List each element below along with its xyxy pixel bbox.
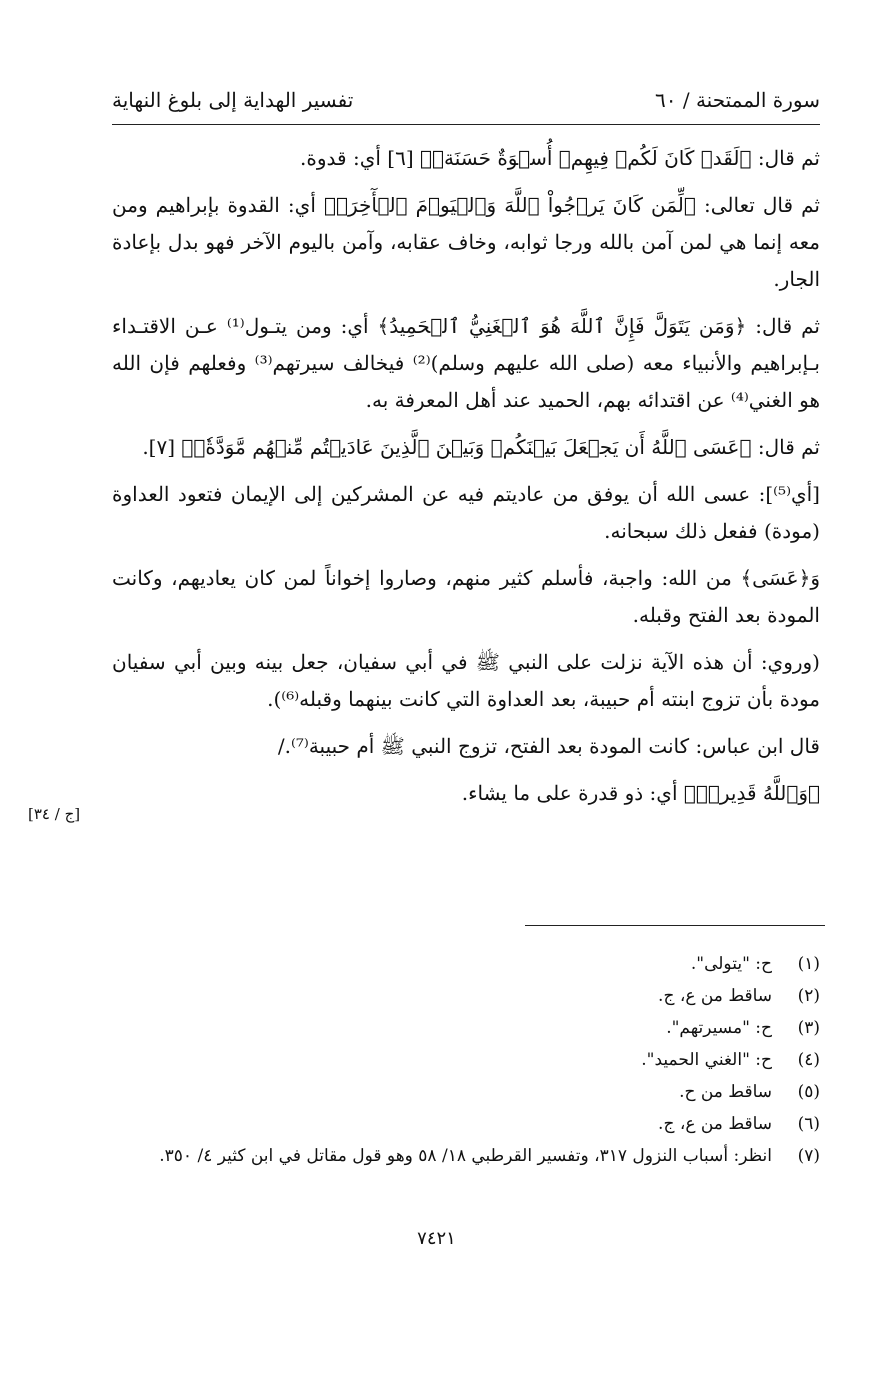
paragraph: وَ﴿عَسَى﴾ من الله: واجبة، فأسلم كثير منهم، وصاروا إخواناً لمن كان يعاديهم، وكانت المودة بعد الفتح وقبله.: [112, 566, 820, 627]
paragraph: ثم قال: ﴿عَسَى ٱللَّهُ أَن يَجۡعَلَ بَيۡنَكُمۡ وَبَيۡنَ ٱلَّذِينَ عَادَيۡتُم مِّنۡهُم مَّوَدَّةٗۚ﴾ [٧].: [142, 435, 820, 459]
running-header: [112, 88, 820, 112]
quran-quote: ﴿وَٱللَّهُ قَدِيرٞۚ﴾: [683, 781, 820, 805]
surah-label: سورة الممتحنة / ٦٠: [655, 88, 820, 112]
paragraph: (وروي: أن هذه الآية نزلت على النبي ﷺ في أبي سفيان، جعل بينه وبين أبي سفيان مودة بأن تزوج ابنته أم حبيبة، بعد العداوة التي كانت بينهما وقبله⁽⁶⁾).: [112, 650, 820, 711]
footnote: (١) ح: "يتولى".: [690, 954, 820, 974]
footnote: (٧) انظر: أسباب النزول ٣١٧، وتفسير القرطبي ١٨/ ٥٨ وهو قول مقاتل في ابن كثير ٤/ ٣٥٠.: [159, 1146, 820, 1166]
footnotes: [112, 948, 820, 1172]
footnote: (٣) ح: "مسيرتهم".: [666, 1018, 820, 1038]
quran-quote: ﴿لَقَدۡ كَانَ لَكُمۡ فِيهِمۡ أُسۡوَةٌ حَسَنَةٞ﴾: [420, 146, 752, 170]
paragraph: [أي⁽⁵⁾]: عسى الله أن يوفق من عاديتم فيه عن المشركين إلى الإيمان فتعود العداوة (مودة) ففعل ذلك سبحانه.: [112, 482, 820, 543]
paragraph: ثم قال: ﴿وَمَن يَتَوَلَّ فَإِنَّ ٱللَّهَ هُوَ ٱلۡغَنِيُّ ٱلۡحَمِيدُ﴾ أي: ومن يتـول⁽¹⁾ عـن الاقتـداء بـإبراهيم والأنبياء معه (صلى الله عليهم وسلم)⁽²⁾ فيخالف سيرتهم⁽³⁾ وفعلهم فإن الله هو الغني⁽⁴⁾ عن اقتدائه بهم، الحميد عند أهل المعرفة به.: [112, 314, 821, 412]
footnote: (٤) ح: "الغني الحميد".: [641, 1050, 820, 1070]
footnote: (٢) ساقط من ع، ج.: [658, 986, 820, 1006]
paragraph: ثم قال تعالى: ﴿لِّمَن كَانَ يَرۡجُواْ ٱللَّهَ وَٱلۡيَوۡمَ ٱلۡأٓخِرَۚ﴾ أي: القدوة بإبراهيم ومن معه إنما هي لمن آمن بالله ورجا ثوابه، وخاف عقابه، وآمن باليوم الآخر فهو بدل بإعادة الجار.: [112, 193, 820, 291]
quran-quote: ﴿عَسَى﴾: [740, 566, 811, 590]
book-title: تفسير الهداية إلى بلوغ النهاية: [112, 88, 354, 112]
footnote: (٦) ساقط من ع، ج.: [658, 1114, 820, 1134]
paragraph: ﴿وَٱللَّهُ قَدِيرٞۚ﴾ أي: ذو قدرة على ما يشاء.: [461, 781, 820, 805]
quran-quote: ﴿لِّمَن كَانَ يَرۡجُواْ ٱللَّهَ وَٱلۡيَوۡمَ ٱلۡأٓخِرَۚ﴾: [323, 193, 696, 217]
quran-quote: ﴿عَسَى ٱللَّهُ أَن يَجۡعَلَ بَيۡنَكُمۡ وَبَيۡنَ ٱلَّذِينَ عَادَيۡتُم مِّنۡهُم مَّوَدَّةٗۚ﴾: [181, 435, 752, 459]
body-text: [112, 140, 820, 822]
margin-note: [ج / ٣٤]: [28, 805, 81, 823]
quran-quote: ﴿وَمَن يَتَوَلَّ فَإِنَّ ٱللَّهَ هُوَ ٱلۡغَنِيُّ ٱلۡحَمِيدُ﴾: [377, 314, 747, 338]
footnote-rule: [525, 925, 825, 926]
page-number: ٧٤٢١: [417, 1228, 456, 1249]
paragraph: ثم قال: ﴿لَقَدۡ كَانَ لَكُمۡ فِيهِمۡ أُسۡوَةٌ حَسَنَةٞ﴾ [٦] أي: قدوة.: [300, 146, 820, 170]
paragraph: قال ابن عباس: كانت المودة بعد الفتح، تزوج النبي ﷺ أم حبيبة⁽⁷⁾./: [277, 734, 820, 758]
header-rule: [112, 124, 820, 125]
footnote: (٥) ساقط من ح.: [679, 1082, 820, 1102]
